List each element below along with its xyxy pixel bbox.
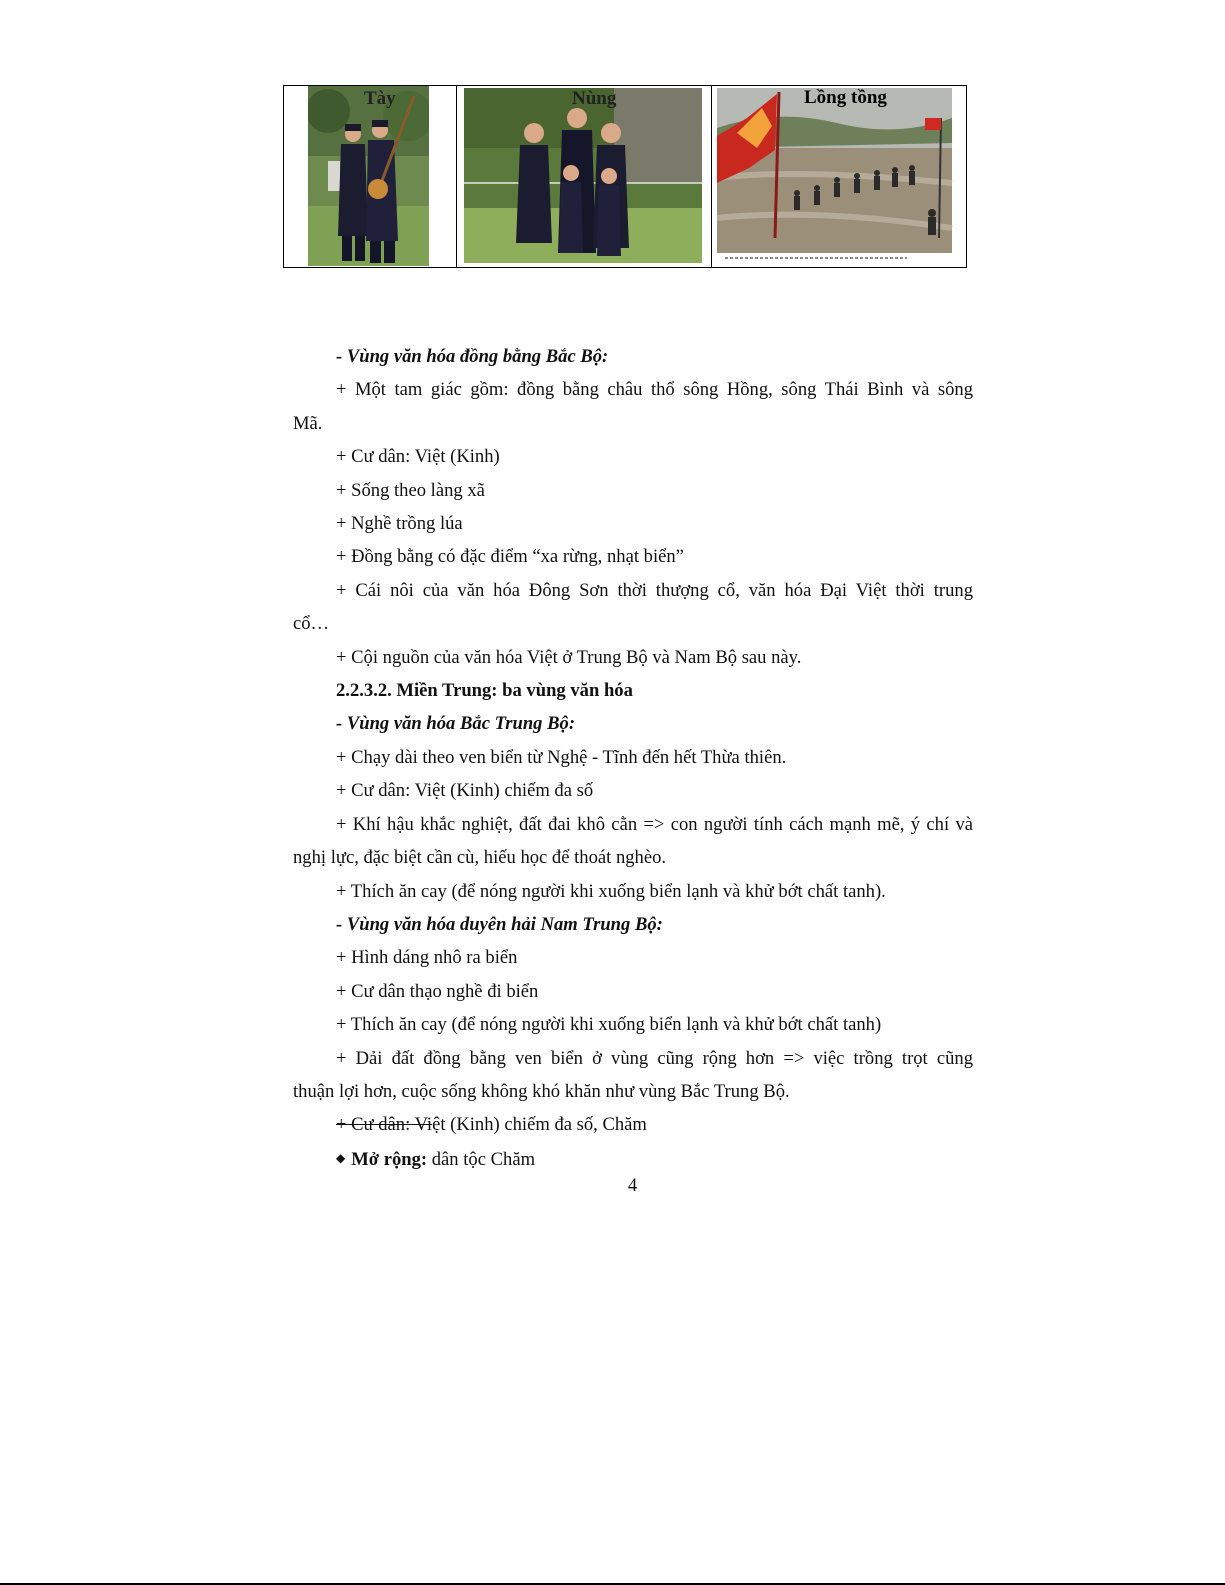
photo-label-tay: Tày (364, 88, 396, 109)
expand-text: dân tộc Chăm (427, 1148, 536, 1170)
paragraph-line: + Chạy dài theo ven biển từ Nghệ - Tĩnh đến hết Thừa thiên. (336, 746, 787, 768)
paragraph-line: + Cư dân thạo nghề đi biển (336, 980, 539, 1002)
photo-cell-nung (457, 86, 712, 267)
paragraph-line: + Cội nguồn của văn hóa Việt ở Trung Bộ và Nam Bộ sau này. (336, 646, 802, 668)
diamond-bullet-icon: ◆ (336, 1150, 346, 1165)
paragraph-text: ệt (Kinh) chiếm đa số, Chăm (432, 1114, 647, 1136)
photo-label-long-tong: Lồng tồng (804, 87, 887, 108)
photo-cell-long-tong (712, 86, 966, 267)
paragraph-line: + Hình dáng nhô ra biển (336, 947, 518, 969)
photo-label-nung: Nùng (572, 88, 617, 109)
paragraph-line (293, 1108, 973, 1141)
document-body (293, 340, 973, 1176)
paragraph-line: + Khí hậu khắc nghiệt, đất đai khô cằn => con người tính cách mạnh mẽ, ý chí và (336, 813, 973, 835)
section-heading-mien-trung: 2.2.3.2. Miền Trung: ba vùng văn hóa (336, 680, 633, 702)
paragraph-line: + Thích ăn cay (để nóng người khi xuống biển lạnh và khử bớt chất tanh). (336, 880, 886, 902)
paragraph-line: cổ… (293, 613, 330, 635)
photo-cell-tay (284, 86, 457, 267)
page-number: 4 (627, 1175, 638, 1196)
paragraph-line: + Một tam giác gồm: đồng bằng châu thổ sông Hồng, sông Thái Bình và sông (336, 379, 973, 401)
section-heading-nam-trung-bo: - Vùng văn hóa duyên hải Nam Trung Bộ: (336, 913, 663, 935)
long-tong-festival-photo (717, 88, 957, 263)
paragraph-line: + Đồng bằng có đặc điểm “xa rừng, nhạt biển” (336, 546, 684, 568)
paragraph-line: Mã. (293, 412, 323, 434)
photo-table (283, 85, 967, 268)
paragraph-line: + Thích ăn cay (để nóng người khi xuống biển lạnh và khử bớt chất tanh) (336, 1014, 882, 1036)
paragraph-line: nghị lực, đặc biệt cần cù, hiếu học để thoát nghèo. (293, 847, 667, 869)
tay-ethnic-couple-photo (308, 86, 429, 266)
struck-text: + Cư dân: Vi (336, 1114, 433, 1136)
paragraph-line: thuận lợi hơn, cuộc sống không khó khăn như vùng Bắc Trung Bộ. (293, 1080, 790, 1102)
paragraph-line: + Cái nôi của văn hóa Đông Sơn thời thượng cổ, văn hóa Đại Việt thời trung (336, 579, 973, 601)
paragraph-line: + Dải đất đồng bằng ven biển ở vùng cũng rộng hơn => việc trồng trọt cũng (336, 1047, 973, 1069)
paragraph-line: + Nghề trồng lúa (336, 513, 463, 535)
expand-line (293, 1142, 973, 1176)
nung-ethnic-family-photo (464, 88, 702, 263)
section-heading-bac-trung-bo: - Vùng văn hóa Bắc Trung Bộ: (336, 713, 576, 735)
section-heading-bac-bo: - Vùng văn hóa đồng bằng Bắc Bộ: (336, 346, 609, 367)
paragraph-line: + Cư dân: Việt (Kinh) chiếm đa số (336, 780, 594, 802)
expand-label: Mở rộng: (351, 1148, 428, 1170)
paragraph-line: + Sống theo làng xã (336, 479, 485, 501)
paragraph-line: + Cư dân: Việt (Kinh) (336, 446, 500, 468)
